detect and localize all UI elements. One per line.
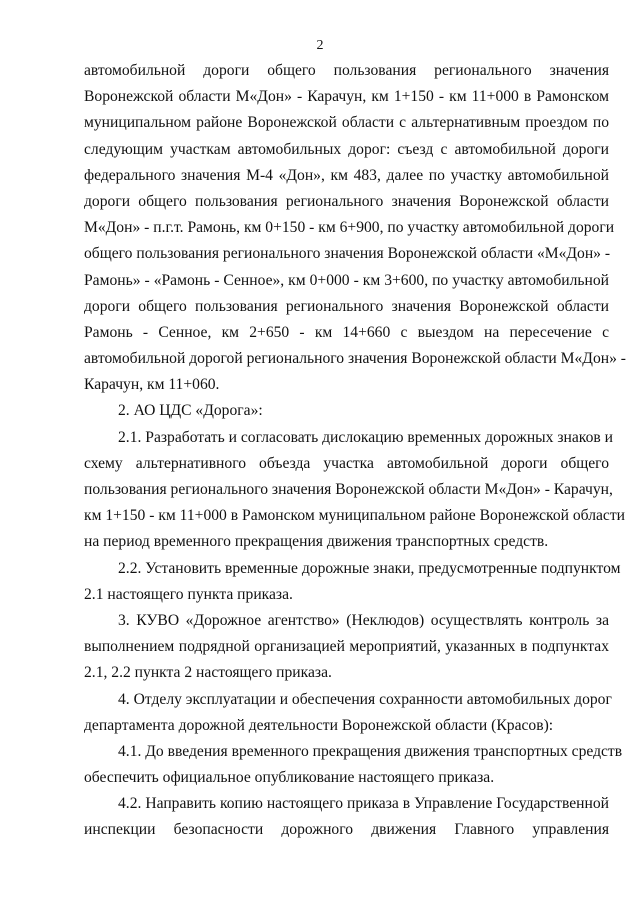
text-line: М«Дон» - п.г.т. Рамонь, км 0+150 - км 6+900, по участку автомобильной дороги <box>84 219 615 237</box>
text-line: дороги общего пользования регионального значения Воронежской области <box>84 297 609 315</box>
paragraph-item-4-1 <box>84 739 623 791</box>
text-line: 4. Отделу эксплуатации и обеспечения сохранности автомобильных дорог <box>118 690 612 708</box>
paragraph-continuation <box>84 58 626 398</box>
text-line: автомобильной дорогой регионального значения Воронежской области М«Дон» - <box>84 350 626 368</box>
text-line: обеспечить официальное опубликование настоящего приказа. <box>84 769 495 787</box>
text-line: дороги общего пользования регионального значения Воронежской области <box>84 192 609 210</box>
document-body <box>84 58 626 844</box>
text-line: пользования регионального значения Воронежской области М«Дон» - Карачун, <box>84 481 613 498</box>
paragraph-item-4 <box>84 687 612 739</box>
text-line: схему альтернативного объезда участка автомобильной дороги общего <box>84 454 609 472</box>
text-line: 4.1. До введения временного прекращения движения транспортных средств <box>118 742 623 760</box>
text-line: Карачун, км 11+060. <box>84 376 220 394</box>
text-line: 2.1 настоящего пункта приказа. <box>84 585 293 603</box>
text-line: муниципальном районе Воронежской области с альтернативным проездом по <box>84 114 609 132</box>
page-number: 2 <box>316 38 324 53</box>
text-line: выполнением подрядной организацией мероприятий, указанных в подпунктах <box>84 638 609 656</box>
text-line: 3. КУВО «Дорожное агентство» (Неклюдов) осуществлять контроль за <box>118 611 609 629</box>
text-line: автомобильной дороги общего пользования регионального значения <box>84 62 609 79</box>
paragraph-item-2-1 <box>84 425 625 556</box>
paragraph-item-2-2 <box>84 556 621 608</box>
text-line: 4.2. Направить копию настоящего приказа в Управление Государственной <box>118 795 609 813</box>
text-line: 2.2. Установить временные дорожные знаки, предусмотренные подпунктом <box>118 559 621 577</box>
text-line: общего пользования регионального значения Воронежской области «М«Дон» - <box>84 245 611 263</box>
text-line: км 1+150 - км 11+000 в Рамонском муниципальном районе Воронежской области <box>84 507 625 525</box>
text-line: департамента дорожной деятельности Воронежской области (Красов): <box>84 716 554 734</box>
text-line: следующим участкам автомобильных дорог: съезд с автомобильной дороги <box>84 140 609 158</box>
text-line: Рамонь - Сенное, км 2+650 - км 14+660 с выездом на пересечение с <box>84 323 609 341</box>
text-line: 2.1. Разработать и согласовать дислокацию временных дорожных знаков и <box>118 428 613 446</box>
text-line: 2.1, 2.2 пункта 2 настоящего приказа. <box>84 664 332 682</box>
text-line: Рамонь» - «Рамонь - Сенное», км 0+000 - км 3+600, по участку автомобильной <box>84 271 609 289</box>
paragraph-item-2 <box>84 398 609 424</box>
text-line: Воронежской области М«Дон» - Карачун, км 1+150 - км 11+000 в Рамонском <box>84 88 609 106</box>
text-line: 2. АО ЦДС «Дорога»: <box>118 402 263 420</box>
text-line: инспекции безопасности дорожного движения Главного управления <box>84 821 609 839</box>
paragraph-item-4-2 <box>84 791 609 843</box>
text-line: на период временного прекращения движения транспортных средств. <box>84 533 549 551</box>
paragraph-item-3 <box>84 608 609 687</box>
text-line: федерального значения М-4 «Дон», км 483, далее по участку автомобильной <box>84 166 609 184</box>
